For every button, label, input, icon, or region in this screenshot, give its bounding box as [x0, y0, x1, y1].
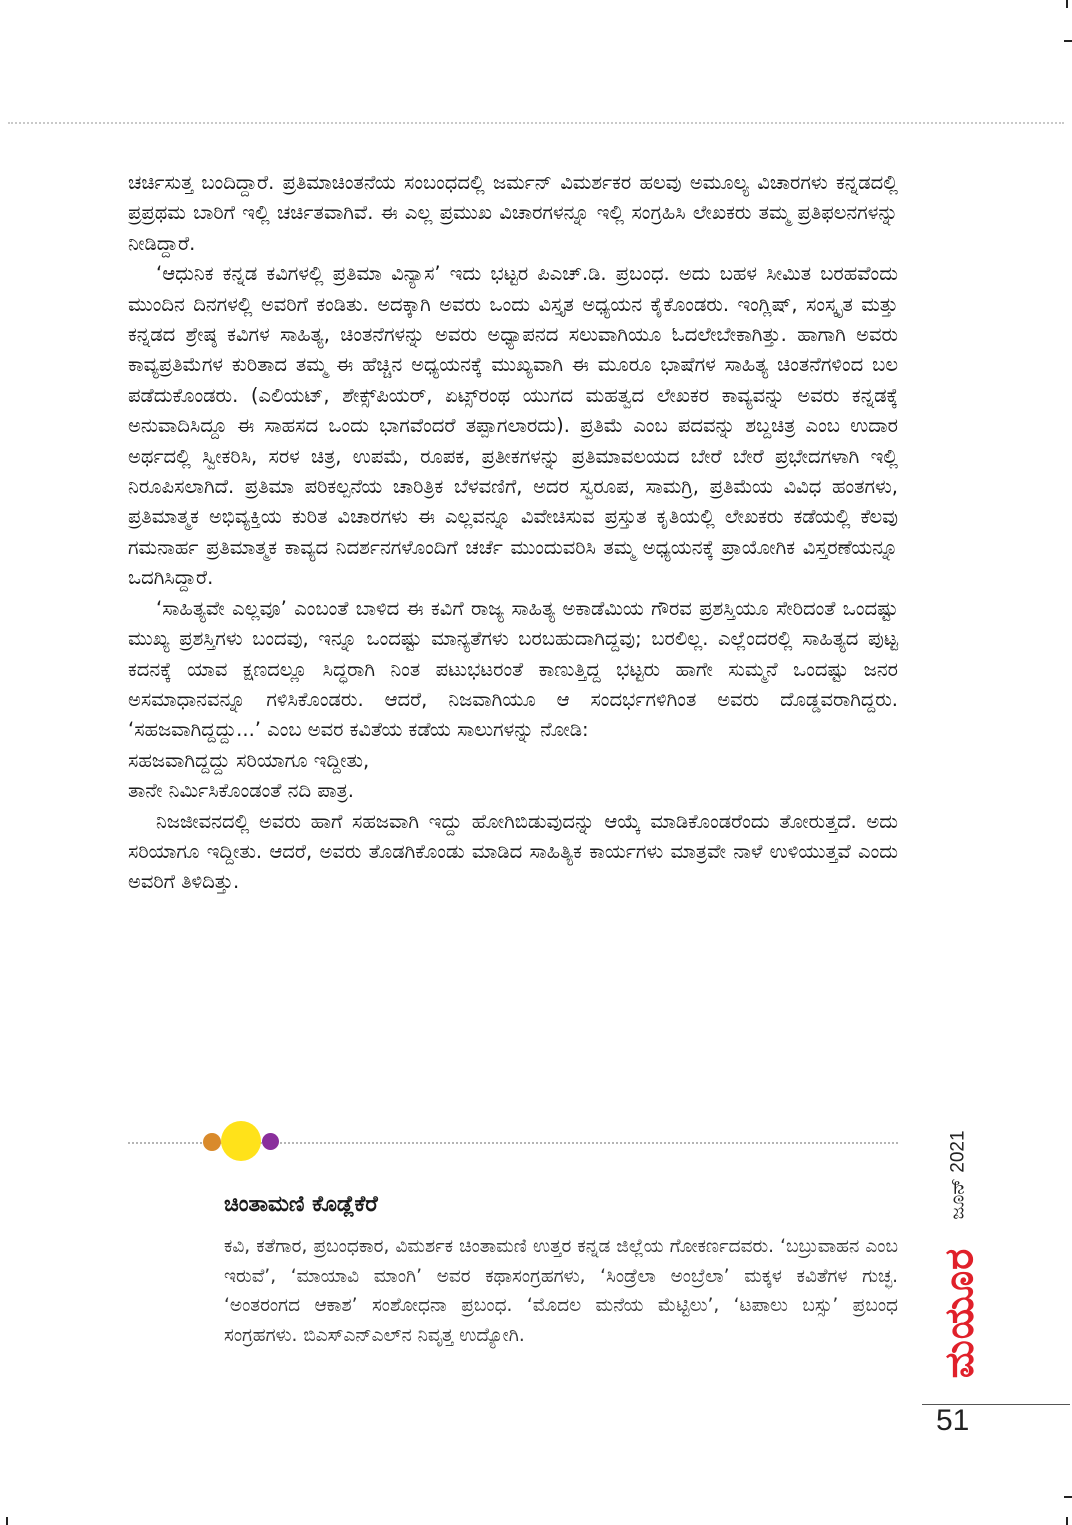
verse-line: ಸಹಜವಾಗಿದ್ದದ್ದು ಸರಿಯಾಗೂ ಇದ್ದೀತು, [128, 748, 370, 772]
decorative-dot-orange [203, 1133, 221, 1151]
author-bio: ಕವಿ, ಕತೆಗಾರ, ಪ್ರಬಂಧಕಾರ, ವಿಮರ್ಶಕ ಚಿಂತಾಮಣಿ ಉತ್ತರ ಕನ್ನಡ ಜಿಲ್ಲೆಯ ಗೋಕರ್ಣದವರು. ‘ಬಬ್ರುವಾಹನ ಎಂಬ ಇರುವೆ’, ‘ಮಾಯಾವಿ ಮಾಂಗಿ’ ಅವರ ಕಥಾಸಂಗ್ರಹಗಳು, ‘ಸಿಂಡ್ರೆಲಾ ಅಂಬ್ರೆಲಾ’ ಮಕ್ಕಳ ಕವಿತೆಗಳ ಗುಚ್ಛ. ‘ಅಂತರಂಗದ ಆಕಾಶ’ ಸಂಶೋಧನಾ ಪ್ರಬಂಧ. ‘ಮೊದಲ ಮನೆಯ ಮೆಟ್ಟಿಲು’, ‘ಟಪಾಲು ಬಸ್ಸು’ ಪ್ರಬಂಧ ಸಂಗ್ರಹಗಳು. ಬಿಎಸ್‌ಎನ್‌ಎಲ್‌ನ ನಿವೃತ್ತ ಉದ್ಯೋಗಿ. [224, 1236, 898, 1346]
issue-date [922, 1130, 996, 1220]
issue-date-text: ಜೂನ್ 2021 [948, 1130, 970, 1220]
decorative-dot-yellow [221, 1121, 261, 1161]
author-note [224, 1190, 898, 1350]
paragraph: ‘ಆಧುನಿಕ ಕನ್ನಡ ಕವಿಗಳಲ್ಲಿ ಪ್ರತಿಮಾ ವಿನ್ಯಾಸ’ ಇದು ಭಟ್ಟರ ಪಿಎಚ್.ಡಿ. ಪ್ರಬಂಧ. ಅದು ಬಹಳ ಸೀಮಿತ ಬರಹವೆಂದು ಮುಂದಿನ ದಿನಗಳಲ್ಲಿ ಅವರಿಗೆ ಕಂಡಿತು. ಅದಕ್ಕಾಗಿ ಅವರು ಒಂದು ವಿಸ್ತೃತ ಅಧ್ಯಯನ ಕೈಕೊಂಡರು. ಇಂಗ್ಲಿಷ್, ಸಂಸ್ಕೃತ ಮತ್ತು ಕನ್ನಡದ ಶ್ರೇಷ್ಠ ಕವಿಗಳ ಸಾಹಿತ್ಯ, ಚಿಂತನೆಗಳನ್ನು ಅವರು ಅಧ್ಯಾಪನದ ಸಲುವಾಗಿಯೂ ಓದಲೇಬೇಕಾಗಿತ್ತು. ಹಾಗಾಗಿ ಅವರು ಕಾವ್ಯಪ್ರತಿಮೆಗಳ ಕುರಿತಾದ ತಮ್ಮ ಈ ಹೆಚ್ಚಿನ ಅಧ್ಯಯನಕ್ಕೆ ಮುಖ್ಯವಾಗಿ ಈ ಮೂರೂ ಭಾಷೆಗಳ ಸಾಹಿತ್ಯ ಚಿಂತನೆಗಳಿಂದ ಬಲ ಪಡೆದುಕೊಂಡರು. (ಎಲಿಯಟ್, ಶೇಕ್ಸ್‌ಪಿಯರ್, ಏಟ್ಸ್‌ರಂಥ ಯುಗದ ಮಹತ್ವದ ಲೇಖಕರ ಕಾವ್ಯವನ್ನು ಅವರು ಕನ್ನಡಕ್ಕೆ ಅನುವಾದಿಸಿದ್ದೂ ಈ ಸಾಹಸದ ಒಂದು ಭಾಗವೆಂದರೆ ತಪ್ಪಾಗಲಾರದು). ಪ್ರತಿಮೆ ಎಂಬ ಪದವನ್ನು ಶಬ್ದಚಿತ್ರ ಎಂಬ ಉದಾರ ಅರ್ಥದಲ್ಲಿ ಸ್ವೀಕರಿಸಿ, ಸರಳ ಚಿತ್ರ, ಉಪಮೆ, ರೂಪಕ, ಪ್ರತೀಕಗಳನ್ನು ಪ್ರತಿಮಾವಲಯದ ಬೇರೆ ಬೇರೆ ಪ್ರಭೇದಗಳಾಗಿ ಇಲ್ಲಿ ನಿರೂಪಿಸಲಾಗಿದೆ. ಪ್ರತಿಮಾ ಪರಿಕಲ್ಪನೆಯ ಚಾರಿತ್ರಿಕ ಬೆಳವಣಿಗೆ, ಅದರ ಸ್ವರೂಪ, ಸಾಮಗ್ರಿ, ಪ್ರತಿಮೆಯ ವಿವಿಧ ಹಂತಗಳು, ಪ್ರತಿಮಾತ್ಮಕ ಅಭಿವ್ಯಕ್ತಿಯ ಕುರಿತ ವಿಚಾರಗಳು ಈ ಎಲ್ಲವನ್ನೂ ವಿವೇಚಿಸುವ ಪ್ರಸ್ತುತ ಕೃತಿಯಲ್ಲಿ ಲೇಖಕರು ಕಡೆಯಲ್ಲಿ ಕೆಲವು ಗಮನಾರ್ಹ ಪ್ರತಿಮಾತ್ಮಕ ಕಾವ್ಯದ ನಿದರ್ಶನಗಳೊಂದಿಗೆ ಚರ್ಚೆ ಮುಂದುವರಿಸಿ ತಮ್ಮ ಅಧ್ಯಯನಕ್ಕೆ ಪ್ರಾಯೋಗಿಕ ವಿಸ್ತರಣೆಯನ್ನೂ ಒದಗಿಸಿದ್ದಾರೆ. [128, 262, 898, 590]
author-name: ಚಿಂತಾಮಣಿ ಕೊಡ್ಲೆಕೆರೆ [224, 1192, 378, 1217]
article-body [128, 168, 898, 898]
paragraph: ‘ಸಾಹಿತ್ಯವೇ ಎಲ್ಲವೂ’ ಎಂಬಂತೆ ಬಾಳಿದ ಈ ಕವಿಗೆ ರಾಜ್ಯ ಸಾಹಿತ್ಯ ಅಕಾಡೆಮಿಯ ಗೌರವ ಪ್ರಶಸ್ತಿಯೂ ಸೇರಿದಂತೆ ಒಂದಷ್ಟು ಮುಖ್ಯ ಪ್ರಶಸ್ತಿಗಳು ಬಂದವು, ಇನ್ನೂ ಒಂದಷ್ಟು ಮಾನ್ಯತೆಗಳು ಬರಬಹುದಾಗಿದ್ದವು; ಬರಲಿಲ್ಲ. ಎಲ್ಲೆಂದರಲ್ಲಿ ಸಾಹಿತ್ಯದ ಪುಟ್ಟ ಕದನಕ್ಕೆ ಯಾವ ಕ್ಷಣದಲ್ಲೂ ಸಿದ್ಧರಾಗಿ ನಿಂತ ಪಟುಭಟರಂತೆ ಕಾಣುತ್ತಿದ್ದ ಭಟ್ಟರು ಹಾಗೇ ಸುಮ್ಮನೆ ಒಂದಷ್ಟು ಜನರ ಅಸಮಾಧಾನವನ್ನೂ ಗಳಿಸಿಕೊಂಡರು. ಆದರೆ, ನಿಜವಾಗಿಯೂ ಆ ಸಂದರ್ಭಗಳಿಗಿಂತ ಅವರು ದೊಡ್ಡವರಾಗಿದ್ದರು. ‘ಸಹಜವಾಗಿದ್ದದ್ದು...’ ಎಂಬ ಅವರ ಕವಿತೆಯ ಕಡೆಯ ಸಾಲುಗಳನ್ನು ನೋಡಿ: [128, 596, 898, 742]
magazine-name: ಮಯೂರ [936, 1247, 982, 1379]
crop-mark [1066, 1517, 1068, 1525]
paragraph: ನಿಜಜೀವನದಲ್ಲಿ ಅವರು ಹಾಗೆ ಸಹಜವಾಗಿ ಇದ್ದು ಹೋಗಿಬಿಡುವುದನ್ನು ಆಯ್ಕೆ ಮಾಡಿಕೊಂಡರೆಂದು ತೋರುತ್ತದೆ. ಅದು ಸರಿಯಾಗೂ ಇದ್ದೀತು. ಆದರೆ, ಅವರು ತೊಡಗಿಕೊಂಡು ಮಾಡಿದ ಸಾಹಿತ್ಯಿಕ ಕಾರ್ಯಗಳು ಮಾತ್ರವೇ ನಾಳೆ ಉಳಿಯುತ್ತವೆ ಎಂದು ಅವರಿಗೆ ತಿಳಿದಿತ್ತು. [128, 809, 898, 894]
crop-mark [1066, 0, 1068, 8]
top-dotted-rule [8, 122, 1064, 124]
paragraph: ಚರ್ಚಿಸುತ್ತ ಬಂದಿದ್ದಾರೆ. ಪ್ರತಿಮಾಚಿಂತನೆಯ ಸಂಬಂಧದಲ್ಲಿ ಜರ್ಮನ್ ವಿಮರ್ಶಕರ ಹಲವು ಅಮೂಲ್ಯ ವಿಚಾರಗಳು ಕನ್ನಡದಲ್ಲಿ ಪ್ರಪ್ರಥಮ ಬಾರಿಗೆ ಇಲ್ಲಿ ಚರ್ಚಿತವಾಗಿವೆ. ಈ ಎಲ್ಲ ಪ್ರಮುಖ ವಿಚಾರಗಳನ್ನೂ ಇಲ್ಲಿ ಸಂಗ್ರಹಿಸಿ ಲೇಖಕರು ತಮ್ಮ ಪ್ರತಿಫಲನಗಳನ್ನು ನೀಡಿದ್ದಾರೆ. [128, 171, 898, 255]
crop-mark [1064, 1496, 1072, 1498]
decorative-dot-purple [262, 1133, 279, 1150]
crop-mark [1064, 40, 1072, 42]
page-number: 51 [936, 1404, 970, 1437]
magazine-masthead [922, 1228, 996, 1398]
crop-mark [6, 1517, 8, 1525]
verse-line: ತಾನೇ ನಿರ್ಮಿಸಿಕೊಂಡಂತೆ ನದಿ ಪಾತ್ರ. [128, 779, 354, 803]
